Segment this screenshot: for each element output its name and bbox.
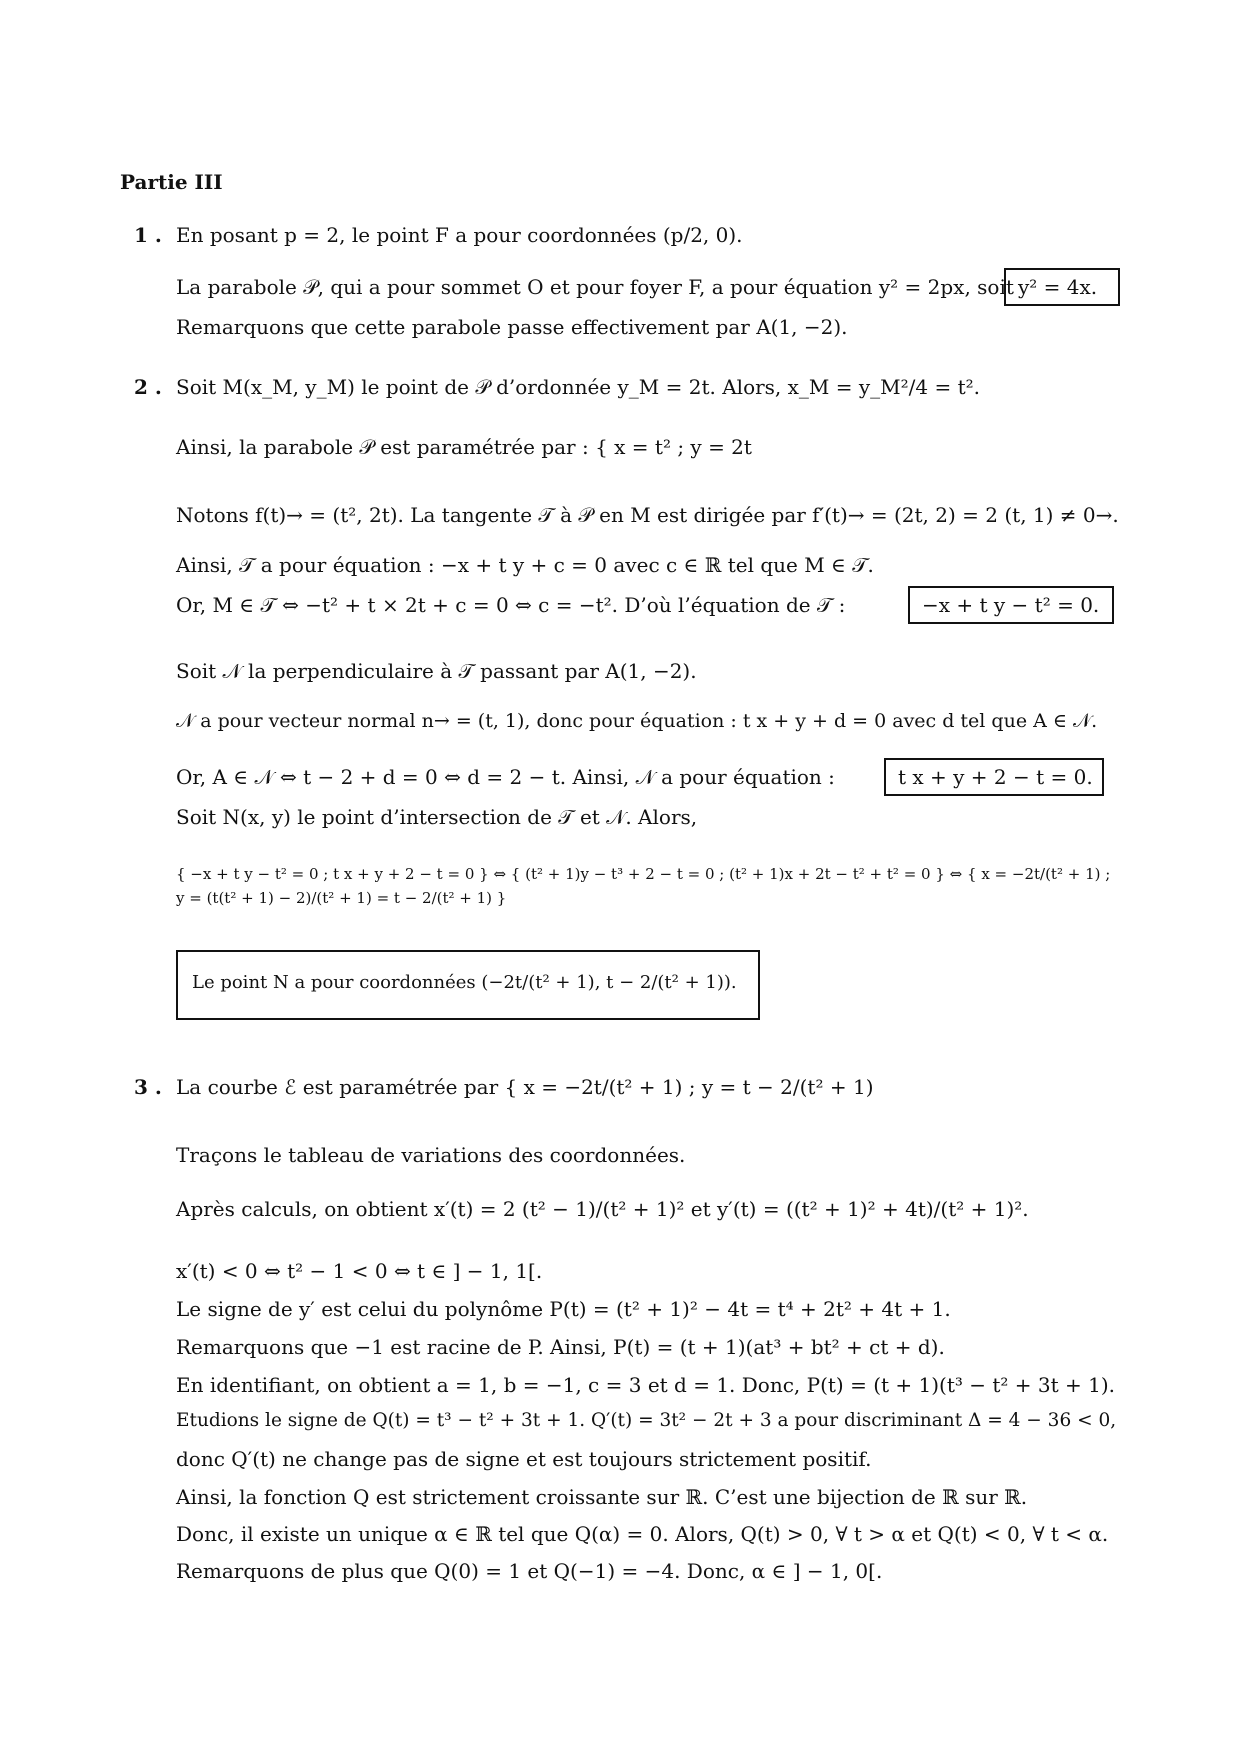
q3-line-6: Remarquons que −1 est racine de P. Ainsi, P(t) = (t + 1)(at³ + bt² + ct + d).: [176, 1335, 945, 1359]
q2-line-4: Ainsi, 𝒯 a pour équation : −x + t y + c = 0 avec c ∈ ℝ tel que M ∈ 𝒯.: [176, 553, 874, 577]
question-1-number: 1 .: [134, 223, 162, 247]
q2-normal-equation: t x + y + 2 − t = 0.: [898, 765, 1093, 789]
q3-line-7: En identifiant, on obtient a = 1, b = −1, c = 3 et d = 1. Donc, P(t) = (t + 1)(t³ − t² + 3t + 1).: [176, 1373, 1116, 1397]
q1-line-1: En posant p = 2, le point F a pour coordonnées (p/2, 0).: [176, 223, 743, 247]
q3-line-9: donc Q′(t) ne change pas de signe et est toujours strictement positif.: [176, 1447, 872, 1471]
q2-line-1: Soit M(x_M, y_M) le point de 𝒫 d’ordonnée y_M = 2t. Alors, x_M = y_M²/4 = t².: [176, 375, 981, 399]
q2-line-8: Or, A ∈ 𝒩 ⇔ t − 2 + d = 0 ⇔ d = 2 − t. Ainsi, 𝒩 a pour équation :: [176, 765, 835, 789]
q3-line-5: Le signe de y′ est celui du polynôme P(t) = (t² + 1)² − 4t = t⁴ + 2t² + 4t + 1.: [176, 1297, 951, 1321]
q1-line-2: La parabole 𝒫, qui a pour sommet O et pour foyer F, a pour équation y² = 2px, soit: [176, 275, 1014, 299]
q3-line-2: Traçons le tableau de variations des coordonnées.: [176, 1143, 686, 1167]
q2-line-3: Notons f(t)→ = (t², 2t). La tangente 𝒯 à 𝒫 en M est dirigée par f′(t)→ = (2t, 2) = 2 (t, 1) ≠ 0→.: [176, 503, 1119, 527]
q2-line-7: 𝒩 a pour vecteur normal n→ = (t, 1), donc pour équation : t x + y + d = 0 avec d tel que A ∈ 𝒩.: [176, 710, 1098, 732]
q3-line-3: Après calculs, on obtient x′(t) = 2 (t² − 1)/(t² + 1)² et y′(t) = ((t² + 1)² + 4t)/(t² + 1)².: [176, 1197, 1029, 1221]
q3-line-11: Donc, il existe un unique α ∈ ℝ tel que Q(α) = 0. Alors, Q(t) > 0, ∀ t > α et Q(t) < 0, ∀ t < α.: [176, 1522, 1109, 1546]
q2-system: { −x + t y − t² = 0 ; t x + y + 2 − t = 0 } ⇔ { (t² + 1)y − t³ + 2 − t = 0 ; (t² + 1)x + 2t − t² + t² = 0 } ⇔ { x = −2t/(t² + 1) ; y = (t(t² + 1) − 2)/(t² + 1) = t − 2/(t² + 1) }: [176, 865, 1111, 907]
q2-line-2: Ainsi, la parabole 𝒫 est paramétrée par : { x = t² ; y = 2t: [176, 435, 752, 459]
section-title: Partie III: [120, 170, 223, 194]
q1-result: y² = 4x.: [1018, 275, 1098, 299]
q2-intersection-box: [176, 950, 760, 1020]
q3-line-10: Ainsi, la fonction Q est strictement croissante sur ℝ. C’est une bijection de ℝ sur ℝ.: [176, 1485, 1028, 1509]
q2-tangent-equation: −x + t y − t² = 0.: [922, 593, 1100, 617]
q3-line-1: La courbe ℰ est paramétrée par { x = −2t/(t² + 1) ; y = t − 2/(t² + 1): [176, 1075, 874, 1099]
question-2-number: 2 .: [134, 375, 162, 399]
q2-line-9: Soit N(x, y) le point d’intersection de 𝒯 et 𝒩. Alors,: [176, 805, 698, 829]
q2-tangent-box: [908, 586, 1114, 624]
q1-result-box: [1004, 268, 1120, 306]
q2-line-5: Or, M ∈ 𝒯 ⇔ −t² + t × 2t + c = 0 ⇔ c = −t². D’où l’équation de 𝒯 :: [176, 593, 846, 617]
q3-line-8: Etudions le signe de Q(t) = t³ − t² + 3t + 1. Q′(t) = 3t² − 2t + 3 a pour discriminant Δ = 4 − 36 < 0,: [176, 1410, 1117, 1431]
q1-line-3: Remarquons que cette parabole passe effectivement par A(1, −2).: [176, 315, 848, 339]
q3-line-12: Remarquons de plus que Q(0) = 1 et Q(−1) = −4. Donc, α ∈ ] − 1, 0[.: [176, 1559, 883, 1583]
q3-line-4: x′(t) < 0 ⇔ t² − 1 < 0 ⇔ t ∈ ] − 1, 1[.: [176, 1259, 543, 1283]
q2-intersection-result: Le point N a pour coordonnées (−2t/(t² + 1), t − 2/(t² + 1)).: [192, 972, 737, 993]
q2-normal-box: [884, 758, 1104, 796]
q2-line-6: Soit 𝒩 la perpendiculaire à 𝒯 passant par A(1, −2).: [176, 659, 697, 683]
question-3-number: 3 .: [134, 1075, 162, 1099]
